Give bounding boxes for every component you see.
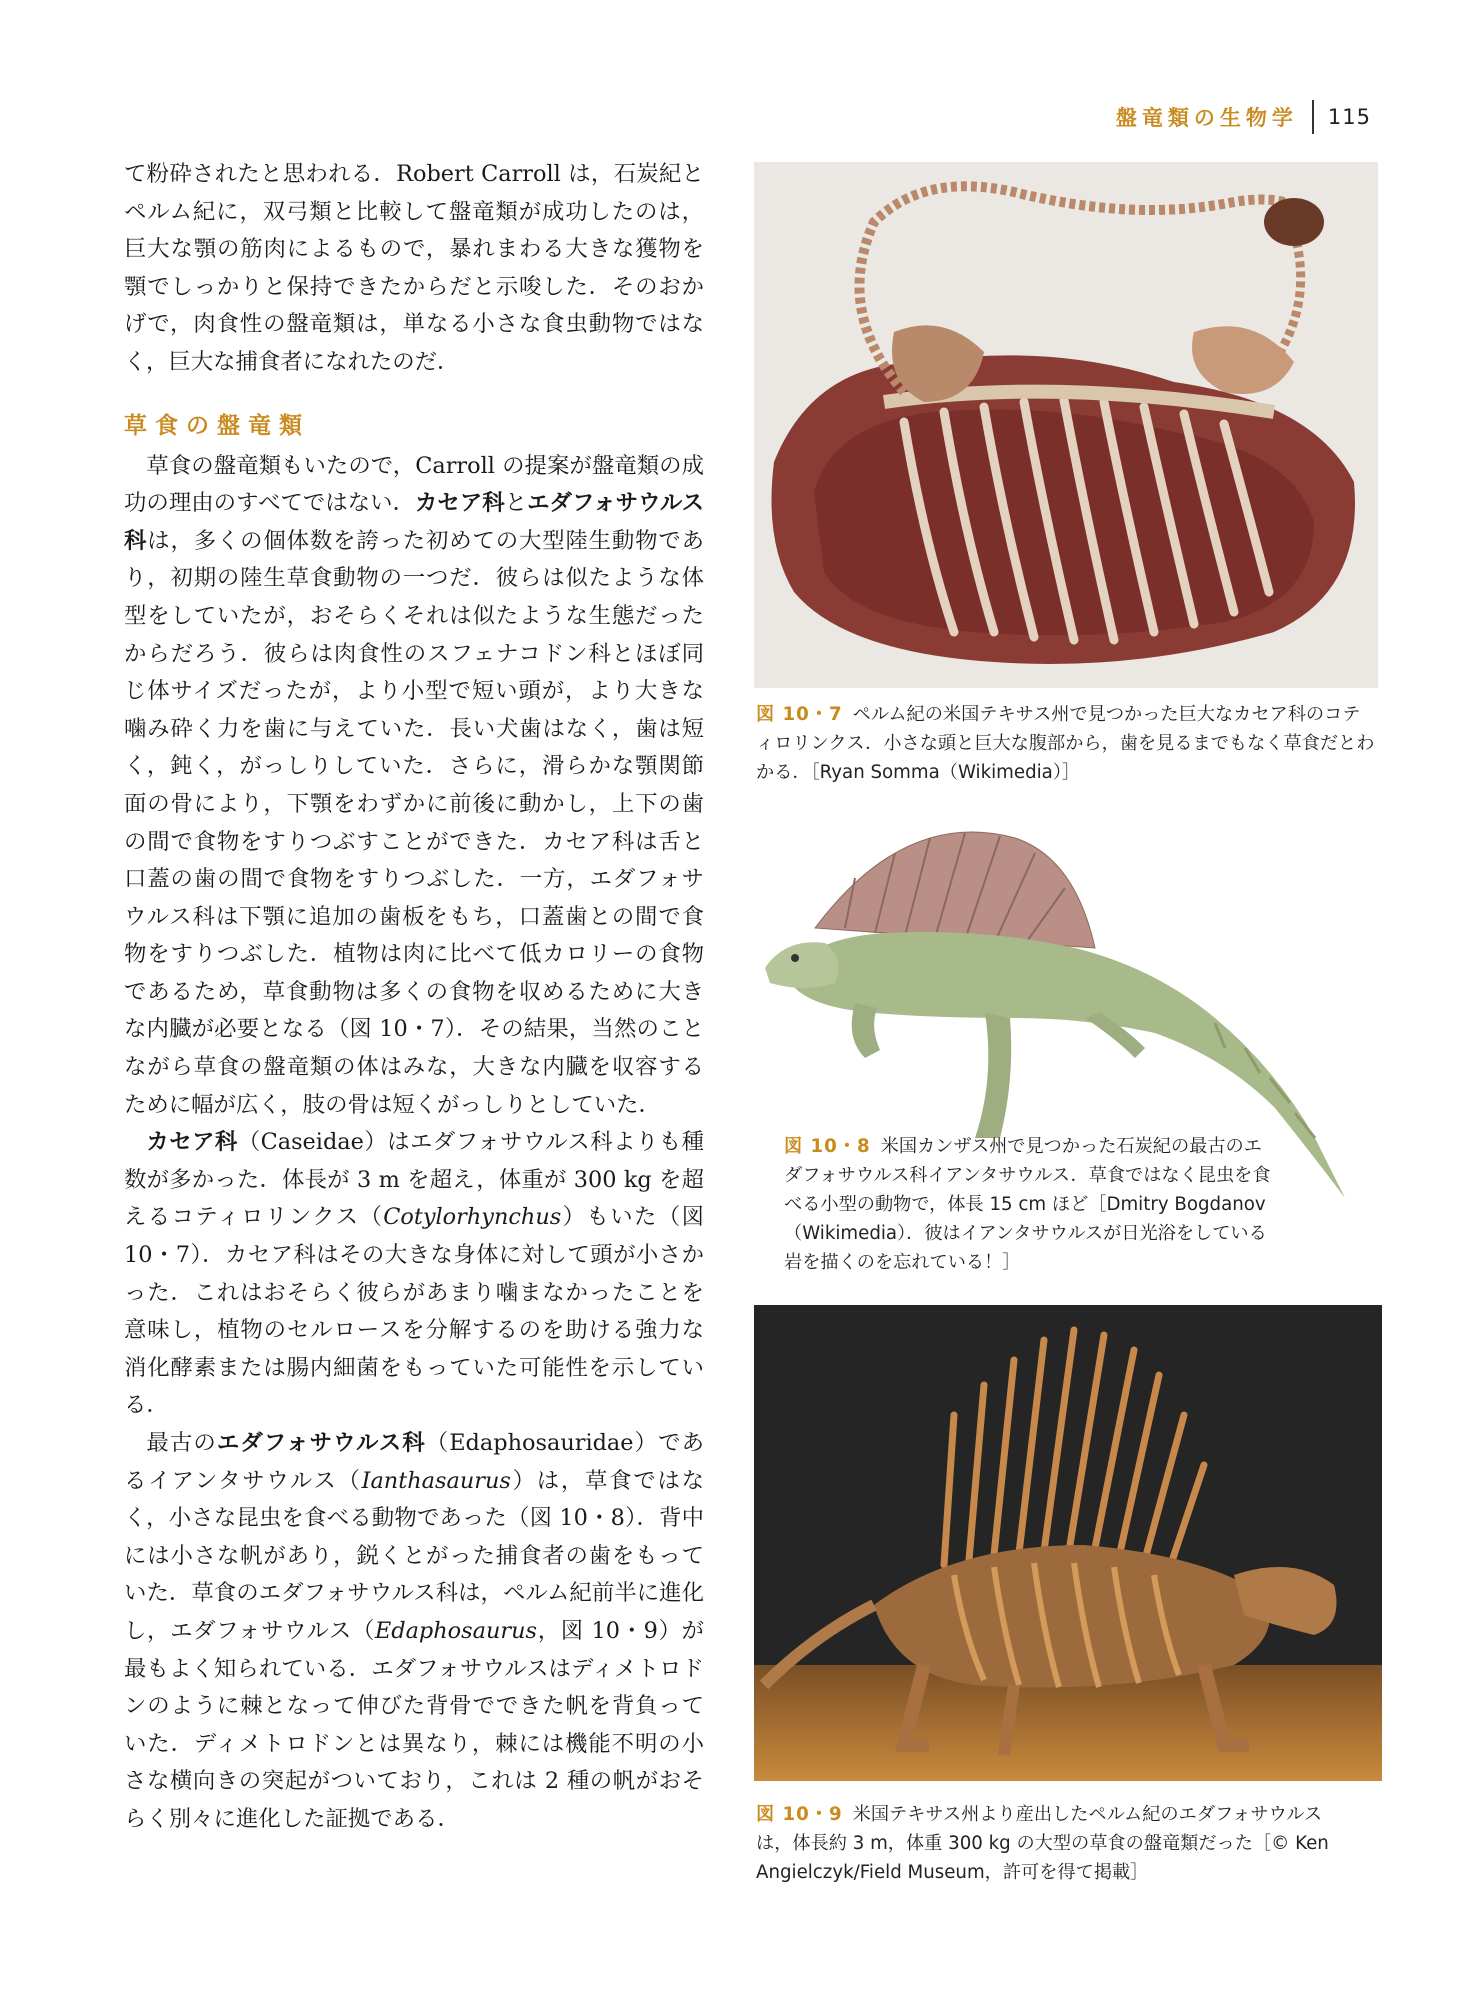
figure-10-7-photo [754,162,1378,688]
figure-10-8-text: 米国カンザス州で見つかった石炭紀の最古のエダフォサウルス科イアンタサウルス．草食ではなく昆虫を食べる小型の動物で，体長 15 cm ほど［Dmitry Bogdanov（Wikimedia）．彼はイアンタサウルスが日光浴をしている岩を描くのを忘れている！］ [784,1136,1271,1273]
figure-10-8-number: 図 10・8 [784,1136,871,1157]
figure-10-9-number: 図 10・9 [756,1804,843,1825]
figure-10-7-text: ペルム紀の米国テキサス州で見つかった巨大なカセア科のコティロリンクス．小さな頭と巨大な腹部から，歯を見るまでもなく草食だとわかる．［Ryan Somma（Wikimedia）］ [756,704,1375,783]
page-number: 115 [1327,105,1371,129]
figure-10-9-caption [756,1800,1336,1887]
term-caseidae: カセア科 [415,490,505,517]
figure-10-9-photo [754,1305,1382,1781]
taxon-cotylorhynchus: Cotylorhynchus [383,1204,562,1231]
taxon-edaphosaurus: Edaphosaurus [374,1617,538,1644]
figure-10-7-caption [756,700,1376,787]
figure-10-8-caption [784,1132,1274,1277]
running-head-title: 盤竜類の生物学 [1115,106,1298,130]
term-caseidae-bold: カセア科 [146,1129,238,1156]
taxon-ianthasaurus: Ianthasaurus [361,1467,511,1494]
paragraph-3: カセア科（Caseidae）はエダフォサウルス科よりも種数が多かった．体長が 3 m を超え，体重が 300 kg を超えるコティロリンクス（Cotylorhynchus）もいた（図 10・7）．カセア科はその大きな身体に対して頭が小さかった．これはおそらく彼らがあまり噛まなかったことを意味し，植物のセルロースを分解するのを助ける強力な消化酵素または腸内細菌をもっていた可能性を示している． [124,1129,705,1419]
paragraph-4: 最古のエダフォサウルス科（Edaphosauridae）であるイアンタサウルス（Ianthasaurus）は，草食ではなく，小さな昆虫を食べる動物であった（図 10・8）．背中には小さな帆があり，鋭くとがった捕食者の歯をもっていた．草食のエダフォサウルス科は，ペルム紀前半に進化し，エダフォサウルス（Edaphosaurus，図 10・9）が最もよく知られている．エダフォサウルスはディメトロドンのように棘となって伸びた背骨でできた帆を背負っていた．ディメトロドンとは異なり，棘には機能不明の小さな横向きの突起がついており，これは 2 種の帆がおそらく別々に進化した証拠である． [124,1430,704,1832]
running-head-divider [1312,100,1314,134]
figure-10-7-number: 図 10・7 [756,704,843,725]
body-text-column [124,156,704,1839]
paragraph-2: 草食の盤竜類もいたので，Carroll の提案が盤竜類の成功の理由のすべてではない．カセア科とエダフォサウルス科は，多くの個体数を誇った初めての大型陸生動物であり，初期の陸生草食動物の一つだ．彼らは似たような体型をしていたが，おそらくそれは似たような生態だったからだろう．彼らは肉食性のスフェナコドン科とほぼ同じ体サイズだったが，より小型で短い頭が，より大きな噛み砕く力を歯に与えていた．長い犬歯はなく，歯は短く，鈍く，がっしりしていた．さらに，滑らかな顎関節面の骨により，下顎をわずかに前後に動かし，上下の歯の間で食物をすりつぶすことができた．カセア科は舌と口蓋の歯の間で食物をすりつぶした．一方，エダフォサウルス科は下顎に追加の歯板をもち，口蓋歯との間で食物をすりつぶした．植物は肉に比べて低カロリーの食物であるため，草食動物は多くの食物を収めるために大きな内臓が必要となる（図 10・7）．その結果，当然のことながら草食の盤竜類の体はみな，大きな内臓を収容するために幅が広く，肢の骨は短くがっしりとしていた． [124,452,705,1118]
cotylorhynchus-fossil-image [754,162,1378,688]
edaphosaurus-skeleton-image [754,1305,1382,1781]
running-head [1116,100,1371,134]
paragraph-1: て粉砕されたと思われる．Robert Carroll は，石炭紀とペルム紀に，双弓類と比較して盤竜類が成功したのは，巨大な顎の筋肉によるもので，暴れまわる大きな獲物を顎でしっかりと保持できたからだと示唆した．そのおかげで，肉食性の盤竜類は，単なる小さな食虫動物ではなく，巨大な捕食者になれたのだ． [124,161,704,375]
section-heading: 草食の盤竜類 [124,412,310,439]
figure-10-9-text: 米国テキサス州より産出したペルム紀のエダフォサウルスは，体長約 3 m，体重 300 kg の大型の草食の盤竜類だった［© Ken Angielczyk/Field Museum，許可を得て掲載］ [756,1804,1329,1883]
term-edaphosauridae-bold: エダフォサウルス科 [216,1430,426,1456]
term-edaphosauridae: エダフォサウルス科 [124,490,704,554]
